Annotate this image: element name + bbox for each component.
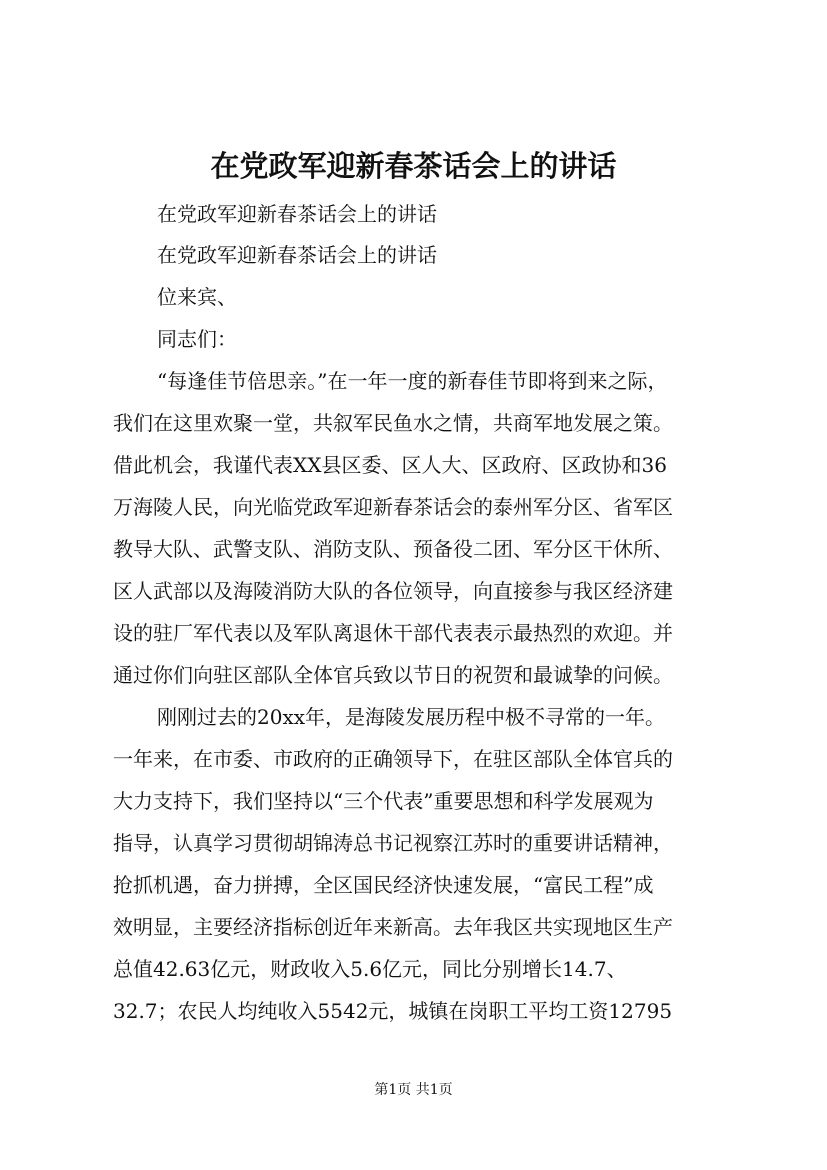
text-line: 在党政军迎新春茶话会上的讲话 — [157, 243, 437, 267]
text-line: 指导，认真学习贯彻胡锦涛总书记视察江苏时的重要讲话精神， — [113, 831, 673, 855]
text-line: 设的驻厂军代表以及军队离退休干部代表表示最热烈的欢迎。并 — [113, 621, 673, 645]
text-line: 32.7；农民人均纯收入5542元，城镇在岗职工平均工资12795 — [113, 999, 673, 1023]
text-line: “每逢佳节倍思亲。”在一年一度的新春佳节即将到来之际， — [157, 369, 668, 393]
text-line: 在党政军迎新春茶话会上的讲话 — [157, 202, 437, 226]
text-line: 一年来，在市委、市政府的正确领导下，在驻区部队全体官兵的 — [113, 747, 673, 771]
text-line: 万海陵人民，向光临党政军迎新春茶话会的泰州军分区、省军区 — [113, 495, 673, 519]
page-footer: 第1页 共1页 — [374, 1082, 453, 1098]
text-line: 抢抓机遇，奋力拼搏，全区国民经济快速发展，“富民工程”成 — [113, 873, 654, 897]
text-line: 借此机会，我谨代表XX县区委、区人大、区政府、区政协和36 — [113, 453, 667, 477]
text-line: 我们在这里欢聚一堂，共叙军民鱼水之情，共商军地发展之策。 — [113, 411, 673, 435]
text-line: 刚刚过去的20xx年，是海陵发展历程中极不寻常的一年。 — [157, 705, 666, 729]
text-line: 效明显，主要经济指标创近年来新高。去年我区共实现地区生产 — [113, 915, 673, 939]
text-line: 同志们： — [157, 327, 237, 351]
text-line: 通过你们向驻区部队全体官兵致以节日的祝贺和最诚挚的问候。 — [113, 663, 673, 687]
document-title: 在党政军迎新春茶话会上的讲话 — [210, 149, 617, 183]
text-line: 总值42.63亿元，财政收入5.6亿元，同比分别增长14.7、 — [113, 957, 627, 981]
text-line: 大力支持下，我们坚持以“三个代表”重要思想和科学发展观为 — [113, 789, 654, 813]
text-line: 位来宾、 — [157, 285, 237, 309]
text-line: 区人武部以及海陵消防大队的各位领导，向直接参与我区经济建 — [113, 579, 673, 603]
text-line: 教导大队、武警支队、消防支队、预备役二团、军分区干休所、 — [113, 537, 673, 561]
